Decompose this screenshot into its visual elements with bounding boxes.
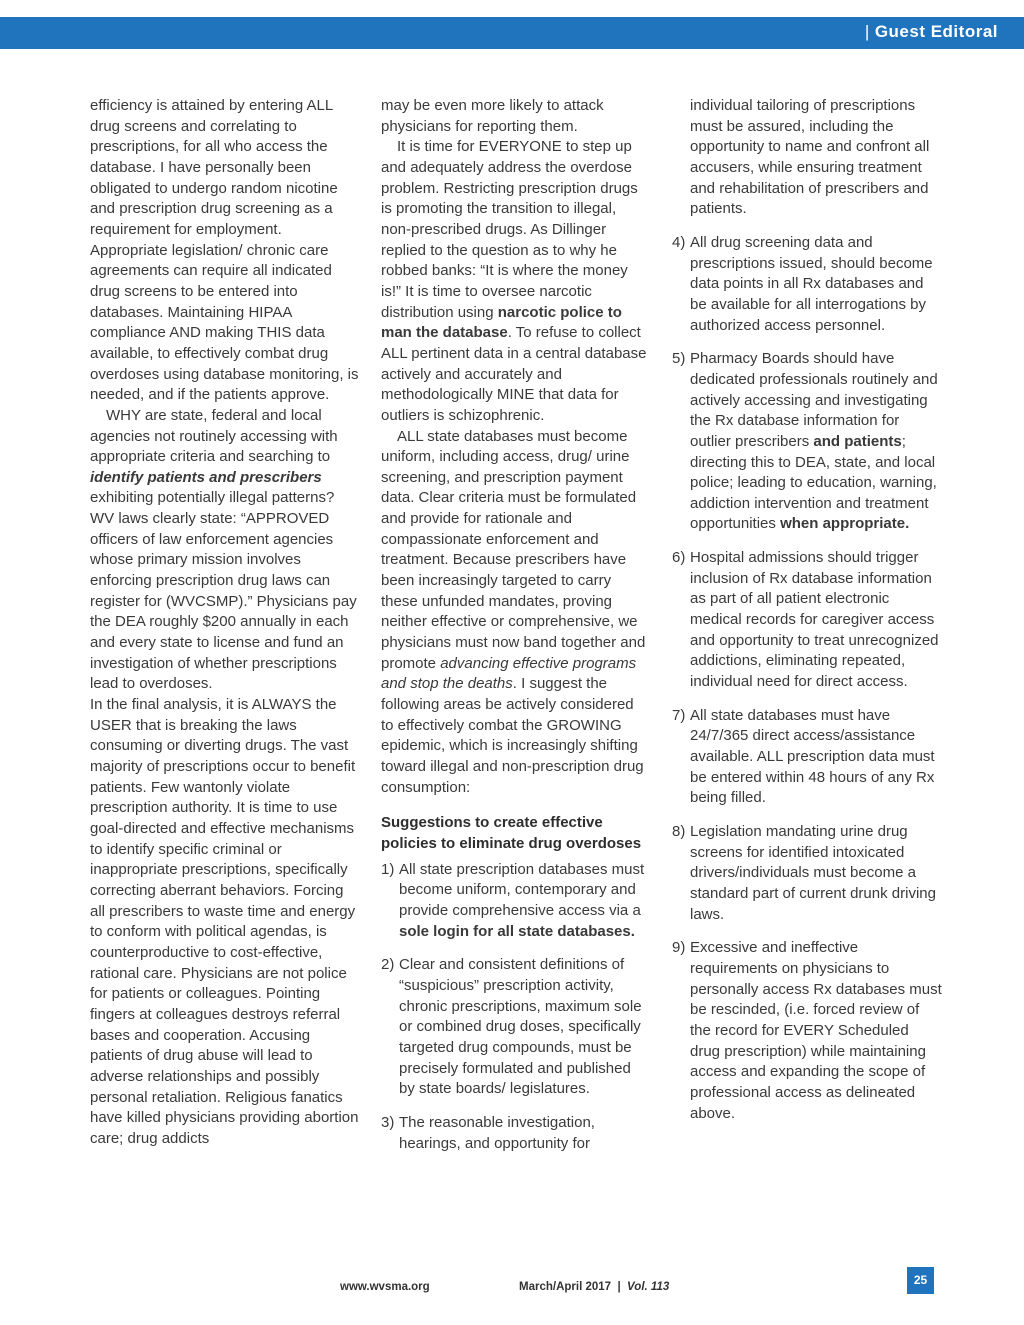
suggestions-list [381,860,649,1155]
text-run: All state prescription databases must become uniform, contemporary and provide comprehensive access via a [399,860,645,919]
text-run: . To refuse to collect ALL pertinent data in a central database actively and accurately and methodologically MINE that data for outliers is schizophrenic. [381,324,647,424]
text-run: individual tailoring of prescriptions must be assured, including the opportunity to name and confront all accusers, while ensuring treatment and rehabilitation of prescribers and patients. [690,97,930,218]
section-label: | Guest Editoral [864,22,998,41]
item-number: 9) [672,939,686,957]
bold-text: when appropriate. [780,515,910,533]
list-item [672,349,942,535]
text-run: All state databases must have 24/7/365 direct access/assistance available. ALL prescription data must be entered within 48 hours of any Rx being filled. [690,706,935,807]
bold-text: narcotic police to man the database [381,303,622,342]
list-item [672,233,942,336]
paragraph: may be even more likely to attack physicians for reporting them. [381,97,604,135]
item-number: 4) [672,233,686,251]
section-header-band [0,17,1024,49]
text-run: exhibiting potentially illegal patterns? WV laws clearly state: “APPROVED officers of law enforcement agencies whose primary mission involves enforcing prescription drug laws can register for (WVCSMP).” Physicians pay the DEA roughly $200 annually in each and every state to license and fund an investigation of whether prescriptions lead to overdoses. [90,489,357,693]
list-item [672,706,942,809]
suggestions-list-continued [672,96,942,1124]
article-column-3 [672,96,942,1137]
volume-number: Vol. 113 [627,1281,670,1293]
paragraph: efficiency is attained by entering ALL drug screens and correlating to prescriptions, for all who access the database. I have personally been obligated to undergo random nicotine and prescription drug screening as a requirement for employment. Appropriate legislation/ chronic care agreements can require all indicated drug screens to be entered into databases. Maintaining HIPAA compliance AND making THIS data available, to effectively combat drug overdoses using database monitoring, is needed, and if the patients approve. [90,97,359,404]
list-item [381,1113,649,1154]
text-run: Hospital admissions should trigger inclusion of Rx database information as part of all patient electronic medical records for caregiver access and opportunity to treat unrecognized addictions, eliminating repeated, individual need for direct access. [690,549,939,691]
separator: | [617,1281,621,1293]
paragraph [381,137,649,426]
list-item [381,860,649,943]
list-item [672,938,942,1124]
text-run: ALL state databases must become uniform, including access, drug/ urine screening, and prescription payment data. Clear criteria must be formulated and provide for rationale and compassionate enforcement and treatment. Because prescribers have been increasingly targeted to carry these unfunded mandates, proving neither effective or comprehensive, we physicians must now band together and promote [381,427,646,672]
item-number: 7) [672,706,686,724]
paragraph: In the final analysis, it is ALWAYS the USER that is breaking the laws consuming or diverting drugs. The vast majority of prescriptions occur to benefit patients. Few wantonly violate prescription authority. It is time to use goal-directed and effective mechanisms to identify specific criminal or inappropriate prescriptions, specifically correcting aberrant behaviors. Forcing all prescribers to waste time and energy to conform with political agendas, is counterproductive to cost-effective, rational care. Physicians are not police for patients or colleagues. Pointing fingers at colleagues destroys referral bases and cooperation. Accusing patients of drug abuse will lead to adverse relationships and possibly personal retaliation. Religious fanatics have killed physicians providing abortion care; drug addicts [90,696,359,1147]
paragraph [381,427,649,799]
paragraph [90,406,362,695]
emphasis-text: identify patients and prescribers [90,468,322,486]
website-link[interactable]: www.wvsma.org [340,1281,430,1293]
text-run: WHY are state, federal and local agencies not routinely accessing with appropriate criteria and searching to [90,406,338,466]
article-column-2 [381,96,649,1167]
list-item [672,822,942,925]
suggestions-heading: Suggestions to create effective policies to eliminate drug overdoses [381,814,642,852]
item-number: 5) [672,350,686,368]
text-run: It is time for EVERYONE to step up and adequately address the overdose problem. Restricting prescription drugs is promoting the transition to illegal, non-prescribed drugs. As Dillinger replied to the question as to why he robbed banks: “It is where the money is!” It is time to oversee narcotic distribution using [381,138,638,321]
article-column-1 [90,96,362,1149]
page-number-badge: 25 [907,1267,934,1294]
page-footer [0,1281,1024,1301]
item-number: 2) [381,956,395,974]
list-item [381,955,649,1100]
item-number: 6) [672,549,686,567]
section-label-text: Guest Editoral [874,22,998,41]
list-item [672,96,942,220]
list-item [672,548,942,693]
emphasis-text: advancing effective programs and stop the deaths [381,654,637,693]
text-run: . I suggest the following areas be actively considered to effectively combat the GROWING epidemic, which is increasingly shifting toward illegal and non-prescription drug consumption: [381,675,644,796]
bold-text: sole login for all state databases. [399,922,635,940]
issue-info [519,1281,669,1293]
item-number: 3) [381,1113,395,1131]
text-run: Legislation mandating urine drug screens for identified intoxicated drivers/individuals must become a standard part of current drunk driving laws. [690,823,936,923]
text-run: ; directing this to DEA, state, and local police; leading to education, warning, addiction intervention and treatment opportunities [690,432,937,533]
bold-text: and patients [813,432,902,450]
text-run: The reasonable investigation, hearings, and opportunity for [399,1113,595,1152]
text-run: All drug screening data and prescriptions issued, should become data points in all Rx databases and be available for all interrogations by authorized access personnel. [690,233,933,334]
item-number: 1) [381,860,395,878]
text-run: Pharmacy Boards should have dedicated professionals routinely and actively accessing and investigating the Rx database information for outlier prescribers [690,350,938,450]
issue-date: March/April 2017 [519,1281,612,1293]
text-run: Excessive and ineffective requirements on physicians to personally access Rx databases must be rescinded, (i.e. forced review of the record for EVERY Scheduled drug prescription) while maintaining access and expanding the scope of professional access as delineated above. [690,939,942,1122]
item-number: 8) [672,823,686,840]
text-run: Clear and consistent definitions of “suspicious” prescription activity, chronic prescriptions, maximum sole or combined drug doses, specifically targeted drug compounds, must be precisely formulated and published by state boards/ legislatures. [399,956,642,1098]
